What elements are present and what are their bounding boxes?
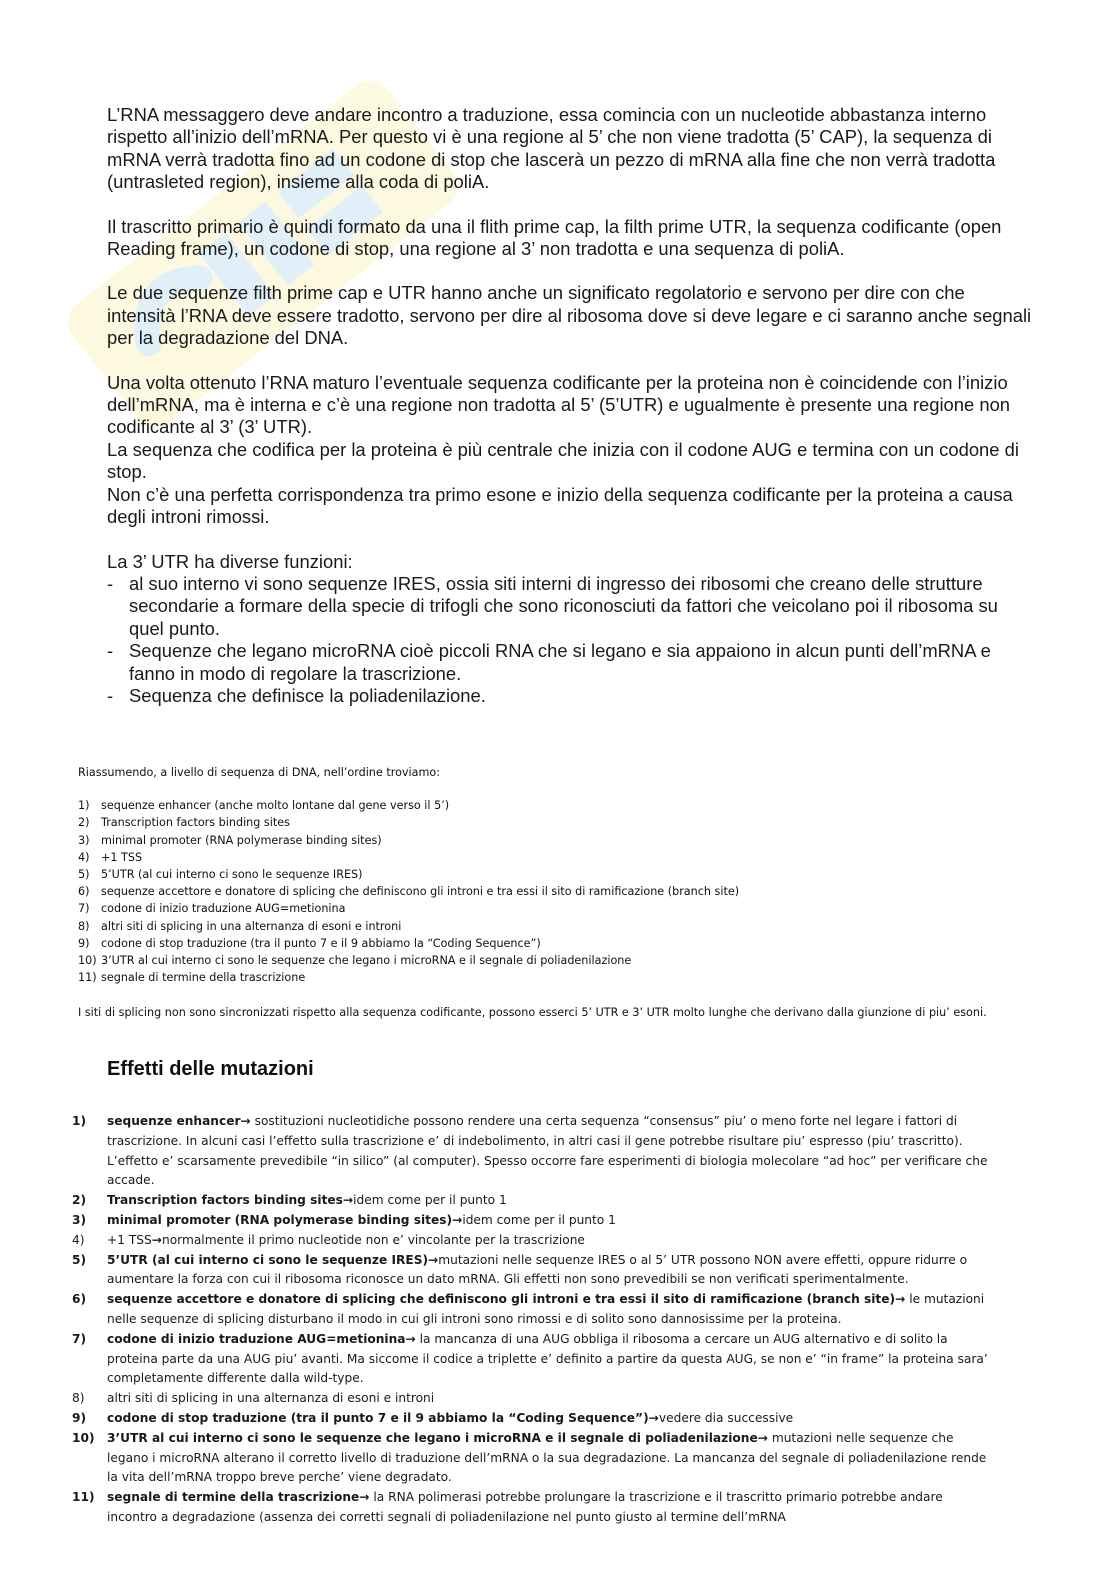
list-item: 9) codone di stop traduzione (tra il punto 7 e il 9 abbiamo la “Coding Sequence”) <box>78 936 541 950</box>
list-item: 10) 3’UTR al cui interno ci sono le sequenze che legano i microRNA e il segnale di poliadenilazione <box>78 954 632 968</box>
utr-functions-lead: La 3’ UTR ha diverse funzioni: <box>107 550 353 572</box>
list-item: 1) sequenze enhancer→ sostituzioni nucleotidiche possono rendere una certa sequenza “consensus” piu’ o meno forte nel legare i fattori di trascrizione. In alcuni casi l’effetto sulla trascrizione e’ di indebolimento, in altri casi il gene potrebbe risultare piu’ espresso (piu’ trascritto). L’effetto e’ scarsamente prevedibile “in silico” (al computer). Spesso occorre fare esperimenti di biologia molecolare “ad hoc” per verificare che accade. <box>72 1114 988 1188</box>
list-item: - Sequenza che definisce la poliadenilazione. <box>107 685 1037 707</box>
intro-paragraph-4c: Non c’è una perfetta corrispondenza tra primo esone e inizio della sequenza codificante per la proteina a causa degli introni rimossi. <box>107 483 1013 528</box>
list-item: 4) +1 TSS <box>78 850 143 864</box>
list-item: 3) minimal promoter (RNA polymerase binding sites)→idem come per il punto 1 <box>72 1212 616 1227</box>
list-item: 11) segnale di termine della trascrizione→ la RNA polimerasi potrebbe prolungare la trascrizione e il trascritto primario potrebbe andare incontro a degradazione (assenza dei corretti segnali di poliadenilazione nel punto giusto al termine dell’mRNA <box>72 1490 943 1524</box>
intro-paragraph-3: Le due sequenze filth prime cap e UTR hanno anche un significato regolatorio e servono per dire con che intensità l’RNA deve essere tradotto, servono per dire al ribosoma dove si deve legare e ci saranno anche segnali per la degradazione del DNA. <box>107 282 1032 349</box>
list-item: 4) +1 TSS→normalmente il primo nucleotide non e’ vincolante per la trascrizione <box>72 1232 585 1247</box>
mutations-section <box>72 1112 992 1528</box>
list-item: 8) altri siti di splicing in una alternanza di esoni e introni <box>78 919 402 933</box>
utr-functions-list <box>107 573 1037 707</box>
list-item: 8) altri siti di splicing in una alternanza di esoni e introni <box>72 1391 435 1406</box>
summary-section <box>78 764 1068 1022</box>
list-item: 2) Transcription factors binding sites <box>78 816 290 830</box>
list-item: 10) 3’UTR al cui interno ci sono le sequenze che legano i microRNA e il segnale di poliadenilazione→ mutazioni nelle sequenze che legano i microRNA alterano il corretto livello di traduzione dell’mRNA o la sua degradazione. La mancanza del segnale di poliadenilazione rende la vita dell’mRNA troppo breve perche’ viene degradato. <box>72 1430 987 1485</box>
summary-list <box>78 797 1068 986</box>
mutations-list <box>72 1112 992 1528</box>
list-item: 6) sequenze accettore e donatore di splicing che definiscono gli introni e tra essi il sito di ramificazione (branch site) <box>78 885 740 899</box>
list-item: 9) codone di stop traduzione (tra il punto 7 e il 9 abbiamo la “Coding Sequence”)→vedere dia successive <box>72 1410 794 1425</box>
splicing-note: I siti di splicing non sono sincronizzati rispetto alla sequenza codificante, possono esserci 5’ UTR e 3’ UTR molto lunghe che derivano dalla giunzione di piu’ esoni. <box>78 1006 987 1020</box>
section-title: Effetti delle mutazioni <box>107 1058 314 1080</box>
intro-paragraph-4a: Una volta ottenuto l’RNA maturo l’eventuale sequenza codificante per la proteina non è coincidende con l’inizio dell’mRNA, ma è interna e c’è una regione non tradotta al 5’ (5’UTR) e ugualmente è presente una regione non codificante al 3’ (3’ UTR). <box>107 371 1011 438</box>
list-item: 5) 5’UTR (al cui interno ci sono le sequenze IRES)→mutazioni nelle sequenze IRES o al 5’ UTR possono NON avere effetti, oppure ridurre o aumentare la forza con cui il ribosoma riconosce un dato mRNA. Gli effetti non sono prevedibili se non verificati sperimentalmente. <box>72 1252 968 1287</box>
list-item: 5) 5’UTR (al cui interno ci sono le sequenze IRES) <box>78 868 363 882</box>
list-item: 1) sequenze enhancer (anche molto lontane dal gene verso il 5’) <box>78 799 450 813</box>
list-item: 11) segnale di termine della trascrizione <box>78 971 306 985</box>
list-item: 3) minimal promoter (RNA polymerase binding sites) <box>78 833 382 847</box>
list-item: - Sequenze che legano microRNA cioè piccoli RNA che si legano e sia appaiono in alcun punti dell’mRNA e fanno in modo di regolare la trascrizione. <box>107 640 1037 685</box>
list-item: 2) Transcription factors binding sites→idem come per il punto 1 <box>72 1193 507 1208</box>
list-item: 6) sequenze accettore e donatore di splicing che definiscono gli introni e tra essi il sito di ramificazione (branch site)→ le mutazioni nelle sequenze di splicing disturbano il modo in cui gli introni sono rimossi e di solito sono dannosissime per la proteina. <box>72 1292 985 1326</box>
list-item: 7) codone di inizio traduzione AUG=metionina→ la mancanza di una AUG obbliga il ribosoma a cercare un AUG alternativo e di solito la proteina parte da una AUG piu’ avanti. Ma siccome il codice a triplette e’ definito a partire da questa AUG, se non e’ “in frame” la proteina sara’ completamente differente dalla wild-type. <box>72 1331 988 1386</box>
intro-paragraph-2: Il trascritto primario è quindi formato da una il flith prime cap, la filth prime UTR, la sequenza codificante (open Reading frame), un codone di stop, una regione al 3’ non tradotta e una sequenza di poliA. <box>107 215 1002 260</box>
intro-section <box>107 104 1037 707</box>
intro-paragraph-1: L’RNA messaggero deve andare incontro a traduzione, essa comincia con un nucleotide abbastanza interno rispetto all’inizio dell’mRNA. Per questo vi è una regione al 5’ che non viene tradotta (5’ CAP), la sequenza di mRNA verrà tradotta fino ad un codone di stop che lascerà un pezzo di mRNA alla fine che non verrà tradotta (untrasleted region), insieme alla coda di poliA. <box>107 104 996 193</box>
list-item: - al suo interno vi sono sequenze IRES, ossia siti interni di ingresso dei ribosomi che creano delle strutture secondarie a formare della specie di trifogli che sono riconosciuti da fattori che veicolano poi il ribosoma su quel punto. <box>107 573 1037 640</box>
intro-paragraph-4b: La sequenza che codifica per la proteina è più centrale che inizia con il codone AUG e termina con un codone di stop. <box>107 438 1019 483</box>
list-item: 7) codone di inizio traduzione AUG=metionina <box>78 902 346 916</box>
summary-intro: Riassumendo, a livello di sequenza di DNA, nell’ordine troviamo: <box>78 766 441 779</box>
